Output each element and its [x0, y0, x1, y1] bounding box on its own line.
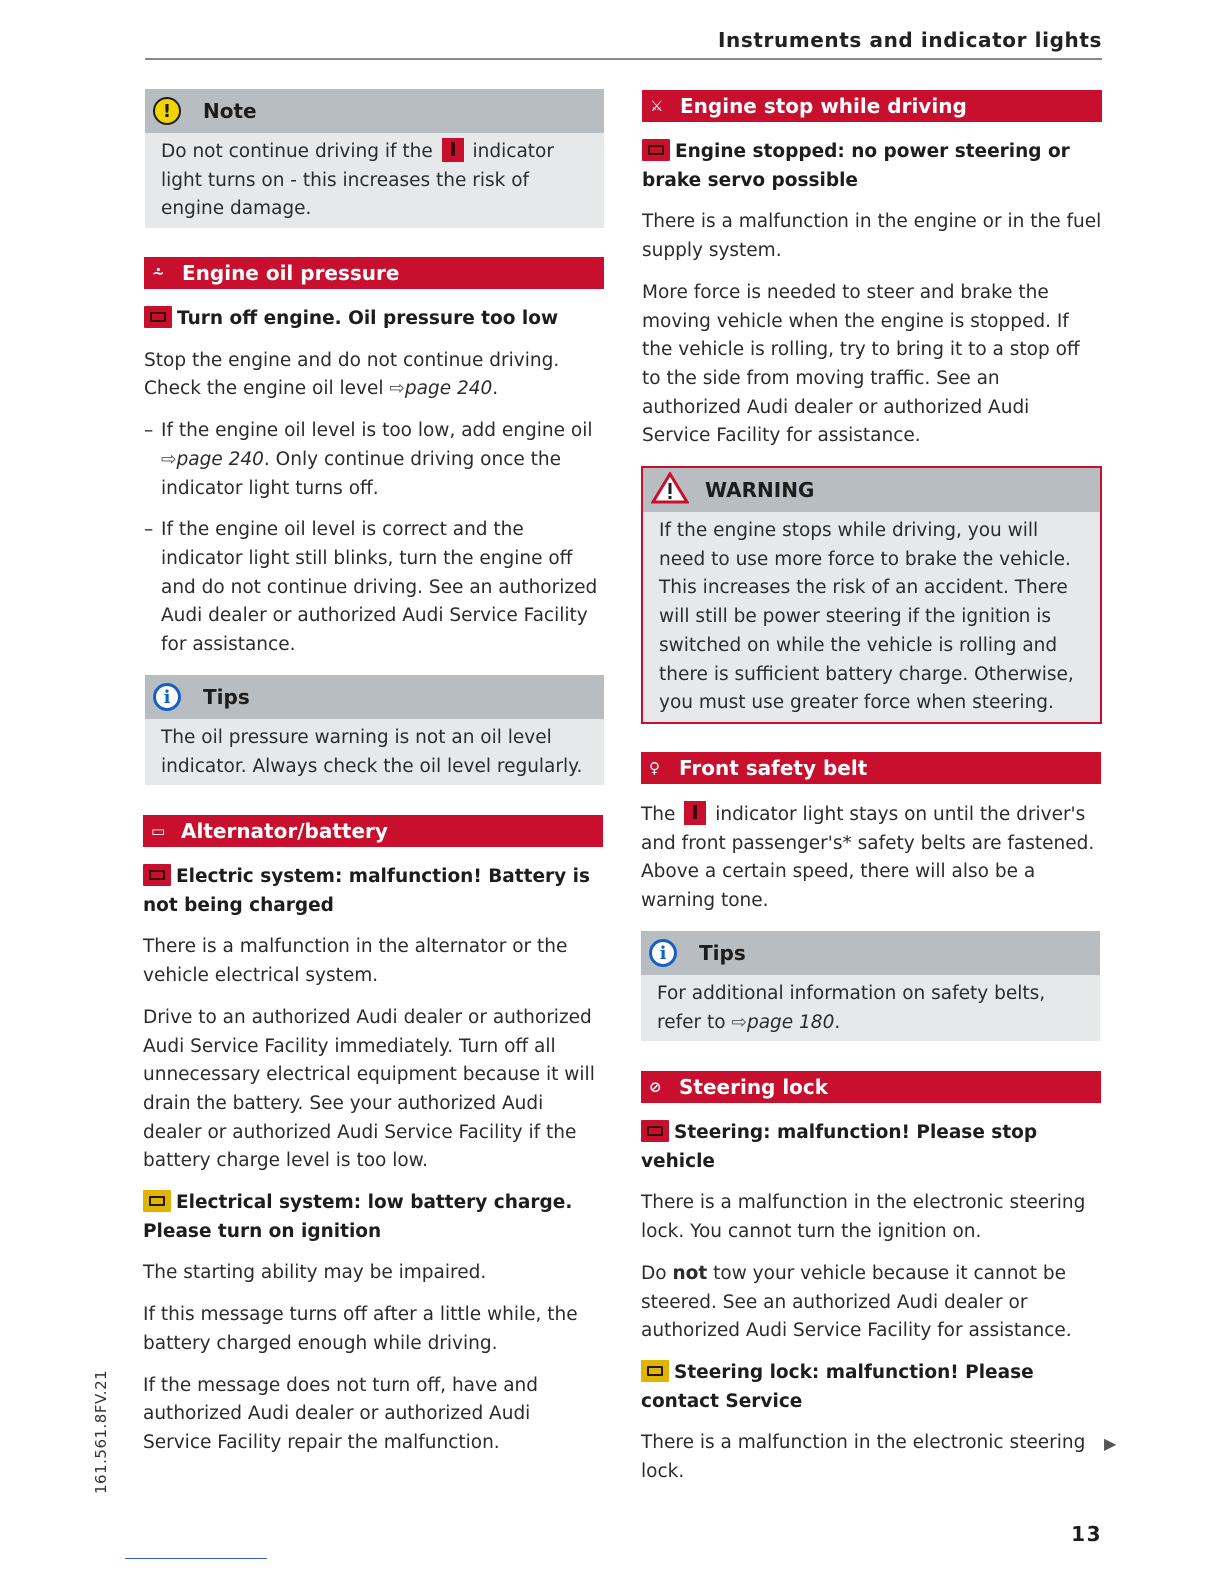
alternator-content [143, 863, 603, 1458]
alt-msg2-text: Electrical system: low battery charge. Please turn on ignition [143, 1192, 573, 1242]
oil-pressure-content [144, 305, 604, 660]
note-text-after: indicator light turns on - this increases the risk of engine damage. [161, 141, 554, 220]
warning-box [641, 466, 1102, 724]
tips-box-belt [641, 931, 1100, 1041]
steering-msg1-text: Steering: malfunction! Please stop vehicle [641, 1122, 1038, 1172]
oil-bullet-2: – If the engine oil level is correct and the indicator light still blinks, turn the engine off and do not continue driving. See an authorized Audi dealer or authorized Audi Service Facility for assistance. [144, 516, 604, 660]
belt-text-after: indicator light stays on until the driver's and front passenger's* safety belts are fastened. Above a certain speed, there will also be a warning tone. [641, 804, 1095, 912]
footer-link-underline [125, 1558, 267, 1559]
steering-paragraph-2 [641, 1260, 1101, 1346]
header-divider [145, 58, 1102, 60]
alt-paragraph-4: If this message turns off after a little while, the battery charged enough while driving. [143, 1304, 578, 1354]
page-reference-link[interactable]: page 240 [176, 448, 264, 470]
alt-paragraph-3: The starting ability may be impaired. [143, 1262, 487, 1284]
warning-triangle-icon [651, 472, 689, 509]
steering-paragraph-3: There is a malfunction in the electronic steering lock. [641, 1432, 1086, 1483]
steering-lock-icon: ⊘ [649, 1078, 662, 1096]
tips-header [641, 931, 1100, 975]
note-body [145, 133, 604, 228]
engine-stop-paragraph-2: More force is needed to steer and brake the moving vehicle when the engine is stopped. If the vehicle is rolling, try to bring it to a stop off to the side from moving traffic. See an authorized Audi dealer or authorized Audi Service Facility for assistance. [642, 281, 1080, 447]
message-title-engine-stopped [642, 138, 1102, 195]
steering-malfunction-icon [641, 1120, 669, 1142]
low-battery-icon [143, 1190, 171, 1212]
running-header-title: Instruments and indicator lights [717, 28, 1102, 52]
warning-text: If the engine stops while driving, you will need to use more force to brake the vehicle. This increases the risk of an accident. There will still be power steering if the ignition is switched on while the vehicle is rolling and there is sufficient battery charge. Otherwise, you must use greater force when steering. [659, 520, 1074, 714]
section-title-engine-stop: Engine stop while driving [680, 94, 967, 118]
page-reference-link[interactable]: page 240 [404, 378, 493, 400]
engine-stop-content [642, 138, 1102, 451]
belt-content [641, 801, 1101, 916]
info-icon: i [649, 939, 677, 967]
seatbelt-indicator-icon [684, 801, 706, 825]
warning-body [643, 512, 1100, 722]
page-number: 13 [1071, 1522, 1102, 1546]
alt-paragraph-1: There is a malfunction in the alternator or the vehicle electrical system. [143, 936, 568, 987]
tips-box-oil [145, 675, 604, 785]
steering-msg2-text: Steering lock: malfunction! Please contact Service [641, 1361, 1034, 1412]
seatbelt-icon: ♀ [649, 759, 660, 777]
note-text [161, 138, 588, 224]
message-title-oil-pressure [144, 305, 604, 334]
oil-pressure-indicator-icon [442, 138, 464, 162]
tips-text: The oil pressure warning is not an oil level indicator. Always check the oil level regularly. [161, 727, 583, 777]
warning-header [643, 468, 1100, 512]
steering-paragraph-1: There is a malfunction in the electronic steering lock. You cannot turn the ignition on. [641, 1192, 1086, 1243]
message-title-steering-malfunction [641, 1119, 1101, 1176]
oil-can-icon: ⩪ [152, 264, 165, 282]
engine-stop-paragraph-1: There is a malfunction in the engine or in the fuel supply system. [642, 211, 1102, 262]
page-reference-arrow-icon: ⇨ [389, 378, 405, 400]
warning-title: WARNING [705, 478, 815, 502]
note-title: Note [203, 99, 257, 123]
steering-p2-before: Do [641, 1262, 667, 1284]
page-reference-link[interactable]: page 180 [746, 1011, 835, 1033]
tips-title: Tips [203, 685, 250, 709]
section-bar-steering-lock [641, 1071, 1101, 1103]
tips-header [145, 675, 604, 719]
note-box [145, 89, 604, 228]
belt-paragraph [641, 801, 1101, 916]
page-reference-arrow-icon: ⇨ [161, 448, 177, 470]
tips-body [641, 975, 1100, 1041]
section-bar-alternator-battery [143, 815, 603, 847]
steering-lock-service-icon [641, 1360, 669, 1382]
page-reference-arrow-icon: ⇨ [731, 1011, 747, 1033]
engine-stopped-icon [642, 139, 670, 161]
tips2-text: For additional information on safety belts, refer to [657, 983, 1046, 1033]
section-title-alternator-battery: Alternator/battery [181, 819, 388, 843]
message-title-steering-lock-contact-service [641, 1359, 1101, 1416]
battery-icon: ▭ [151, 822, 166, 840]
oil-p1-text: Stop the engine and do not continue driving. Check the engine oil level [144, 349, 560, 400]
note-header [145, 89, 604, 133]
engine-stop-icon: ⚔ [650, 97, 664, 115]
oil-bullet-1 [144, 417, 604, 503]
section-bar-engine-stop [642, 90, 1102, 122]
exclamation-icon: ! [153, 97, 181, 125]
oil-b1-text: If the engine oil level is too low, add engine oil [161, 420, 593, 442]
battery-warning-icon [143, 864, 171, 886]
section-title-front-safety-belt: Front safety belt [679, 756, 868, 780]
message-title-battery-not-charged [143, 863, 603, 920]
section-bar-front-safety-belt [641, 752, 1101, 784]
message-title-low-battery [143, 1189, 603, 1246]
steering-content [641, 1119, 1101, 1487]
tips-body [145, 719, 604, 785]
note-text-before: Do not continue driving if the [161, 141, 433, 162]
tips-text: For additional information on safety belts, refer to ⇨page 180. [657, 983, 1046, 1033]
belt-text-before: The [641, 804, 676, 825]
oil-pressure-warning-icon [144, 306, 172, 328]
steering-p2-after: tow your vehicle because it cannot be steered. See an authorized Audi dealer or authorized Audi Service Facility for assistance. [641, 1262, 1072, 1342]
section-title-engine-oil-pressure: Engine oil pressure [182, 261, 400, 285]
alt-msg1-text: Electric system: malfunction! Battery is not being charged [143, 866, 590, 916]
section-title-steering-lock: Steering lock [679, 1075, 829, 1099]
continue-arrow-icon: ▶ [1104, 1434, 1117, 1453]
document-code: 161.561.8FV.21 [92, 1369, 110, 1494]
info-icon: i [153, 683, 181, 711]
engine-stop-msg-text: Engine stopped: no power steering or brake servo possible [642, 141, 1070, 191]
oil-paragraph-1: Stop the engine and do not continue driving. Check the engine oil level ⇨page 240. [144, 349, 560, 400]
tips-title: Tips [699, 941, 746, 965]
section-bar-engine-oil-pressure [144, 257, 604, 289]
alt-paragraph-5: If the message does not turn off, have and authorized Audi dealer or authorized Audi Service Facility repair the malfunction. [143, 1374, 539, 1453]
oil-b1-text-after: . Only continue driving once the indicator light turns off. [161, 448, 562, 499]
steering-p2-emphasis: not [672, 1262, 708, 1284]
alt-paragraph-2: Drive to an authorized Audi dealer or authorized Audi Service Facility immediately. Turn off all unnecessary electrical equipment because it will drain the battery. See your authorized Audi dealer or authorized Audi Service Facility if the battery charge level is too low. [143, 1006, 595, 1172]
oil-msg-title-text: Turn off engine. Oil pressure too low [177, 308, 559, 329]
